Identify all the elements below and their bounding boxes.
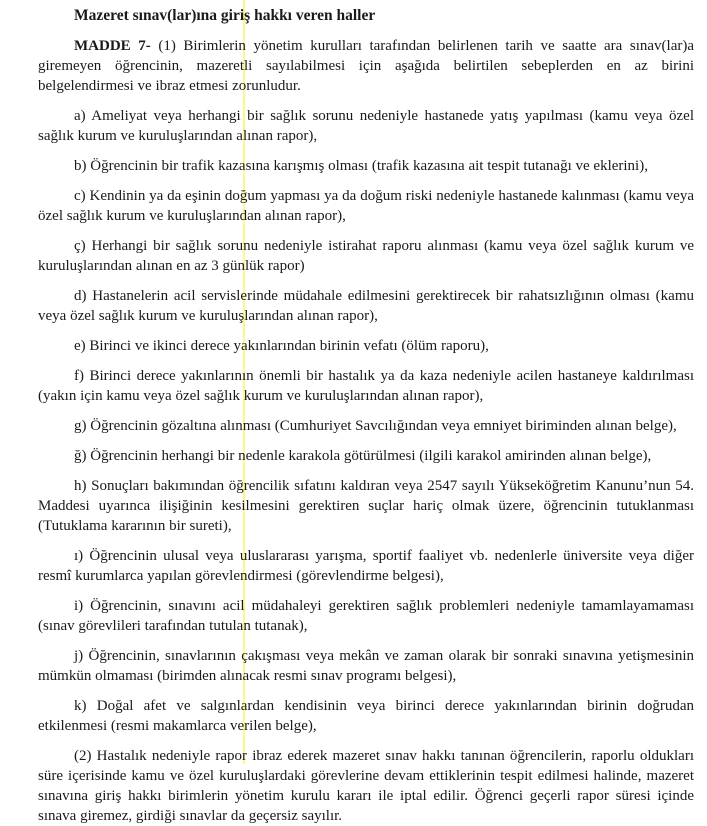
paragraph-2: (2) Hastalık nedeniyle rapor ibraz ederek mazeret sınav hakkı tanınan öğrencilerin, raporlu oldukları süre içerisinde kamu ve özel kuruluşlardaki görevlerine devam ettiklerinin tespit edilmesi halinde, mazeret sınavına giriş hakkı birimlerin yönetim kurulu kararı ile iptal edilir. Öğrenci geçerli rapor süresi içinde sınava giremez, girdiği sınavlar da geçersiz sayılır. (38, 748, 694, 824)
list-item-k: k) Doğal afet ve salgınlardan kendisinin veya birinci derece yakınlarından birinin doğrudan etkilenmesi (resmi makamlarca verilen belge), (38, 698, 694, 734)
list-item-h: h) Sonuçları bakımından öğrencilik sıfatını kaldıran veya 2547 sayılı Yükseköğretim Kanunu’nun 54. Maddesi uyarınca ilişiğinin kesilmesini gerektiren suçlar hariç olmak üzere, öğrencinin tutuklanması (Tutuklama kararının bir sureti), (38, 478, 694, 534)
list-item-g: g) Öğrencinin gözaltına alınması (Cumhuriyet Savcılığından veya emniyet biriminden alınan belge), (74, 418, 677, 434)
list-item-a: a) Ameliyat veya herhangi bir sağlık sorunu nedeniyle hastanede yatış yapılması (kamu veya özel sağlık kurum ve kuruluşlarından alınan rapor), (38, 108, 694, 144)
list-item-cc: ç) Herhangi bir sağlık sorunu nedeniyle istirahat raporu alınması (kamu veya özel sağlık kurum ve kuruluşlarından alınan en az 3 günlük rapor) (38, 238, 694, 274)
section-heading: Mazeret sınav(lar)ına giriş hakkı veren haller (74, 7, 376, 24)
list-item-f: f) Birinci derece yakınlarının önemli bir hastalık ya da kaza nedeniyle acilen hastaneye kaldırılması (yakın için kamu veya özel sağlık kurum ve kuruluşlarından alınan rapor), (38, 368, 694, 404)
article-intro-text: (1) Birimlerin yönetim kurulları tarafından belirlenen tarih ve saatte ara sınav(lar)a giremeyen öğrencinin, mazeretli sayılabilmesi için aşağıda belirtilen sebeplerden en az birini belgelendirmesi ve ibraz etmesi zorunludur. (38, 38, 695, 94)
list-item-gg: ğ) Öğrencinin herhangi bir nedenle karakola götürülmesi (ilgili karakol amirinden alınan belge), (74, 448, 652, 464)
list-item-d: d) Hastanelerin acil servislerinde müdahale edilmesini gerektirecek bir rahatsızlığının olması (kamu veya özel sağlık kurum ve kuruluşlarından alınan rapor), (38, 288, 694, 324)
list-item-i: i) Öğrencinin, sınavını acil müdahaleyi gerektiren sağlık problemleri nedeniyle tamamlayamaması (sınav görevlileri tarafından tutulan tutanak), (38, 598, 694, 634)
list-item-c: c) Kendinin ya da eşinin doğum yapması ya da doğum riski nedeniyle hastanede kalınması (kamu veya özel sağlık kurum ve kuruluşlarından alınan rapor), (38, 188, 694, 224)
list-item-e: e) Birinci ve ikinci derece yakınlarından birinin vefatı (ölüm raporu), (74, 338, 489, 354)
list-item-j: j) Öğrencinin, sınavlarının çakışması veya mekân ve zaman olarak bir sonraki sınavına yetişmesinin mümkün olmaması (birimden alınacak resmi sınav programı belgesi), (38, 648, 694, 684)
article-7-intro (38, 36, 694, 96)
article-label: MADDE 7- (74, 38, 151, 54)
list-item-dotless-i: ı) Öğrencinin ulusal veya uluslararası yarışma, sportif faaliyet vb. nedenlerle üniversite veya diğer resmî kurumlarca yapılan görevlendirmesi (görevlendirme belgesi), (38, 548, 694, 584)
document-page (38, 0, 694, 826)
list-item-b: b) Öğrencinin bir trafik kazasına karışmış olması (trafik kazasına ait tespit tutanağı ve eklerini), (74, 158, 648, 174)
